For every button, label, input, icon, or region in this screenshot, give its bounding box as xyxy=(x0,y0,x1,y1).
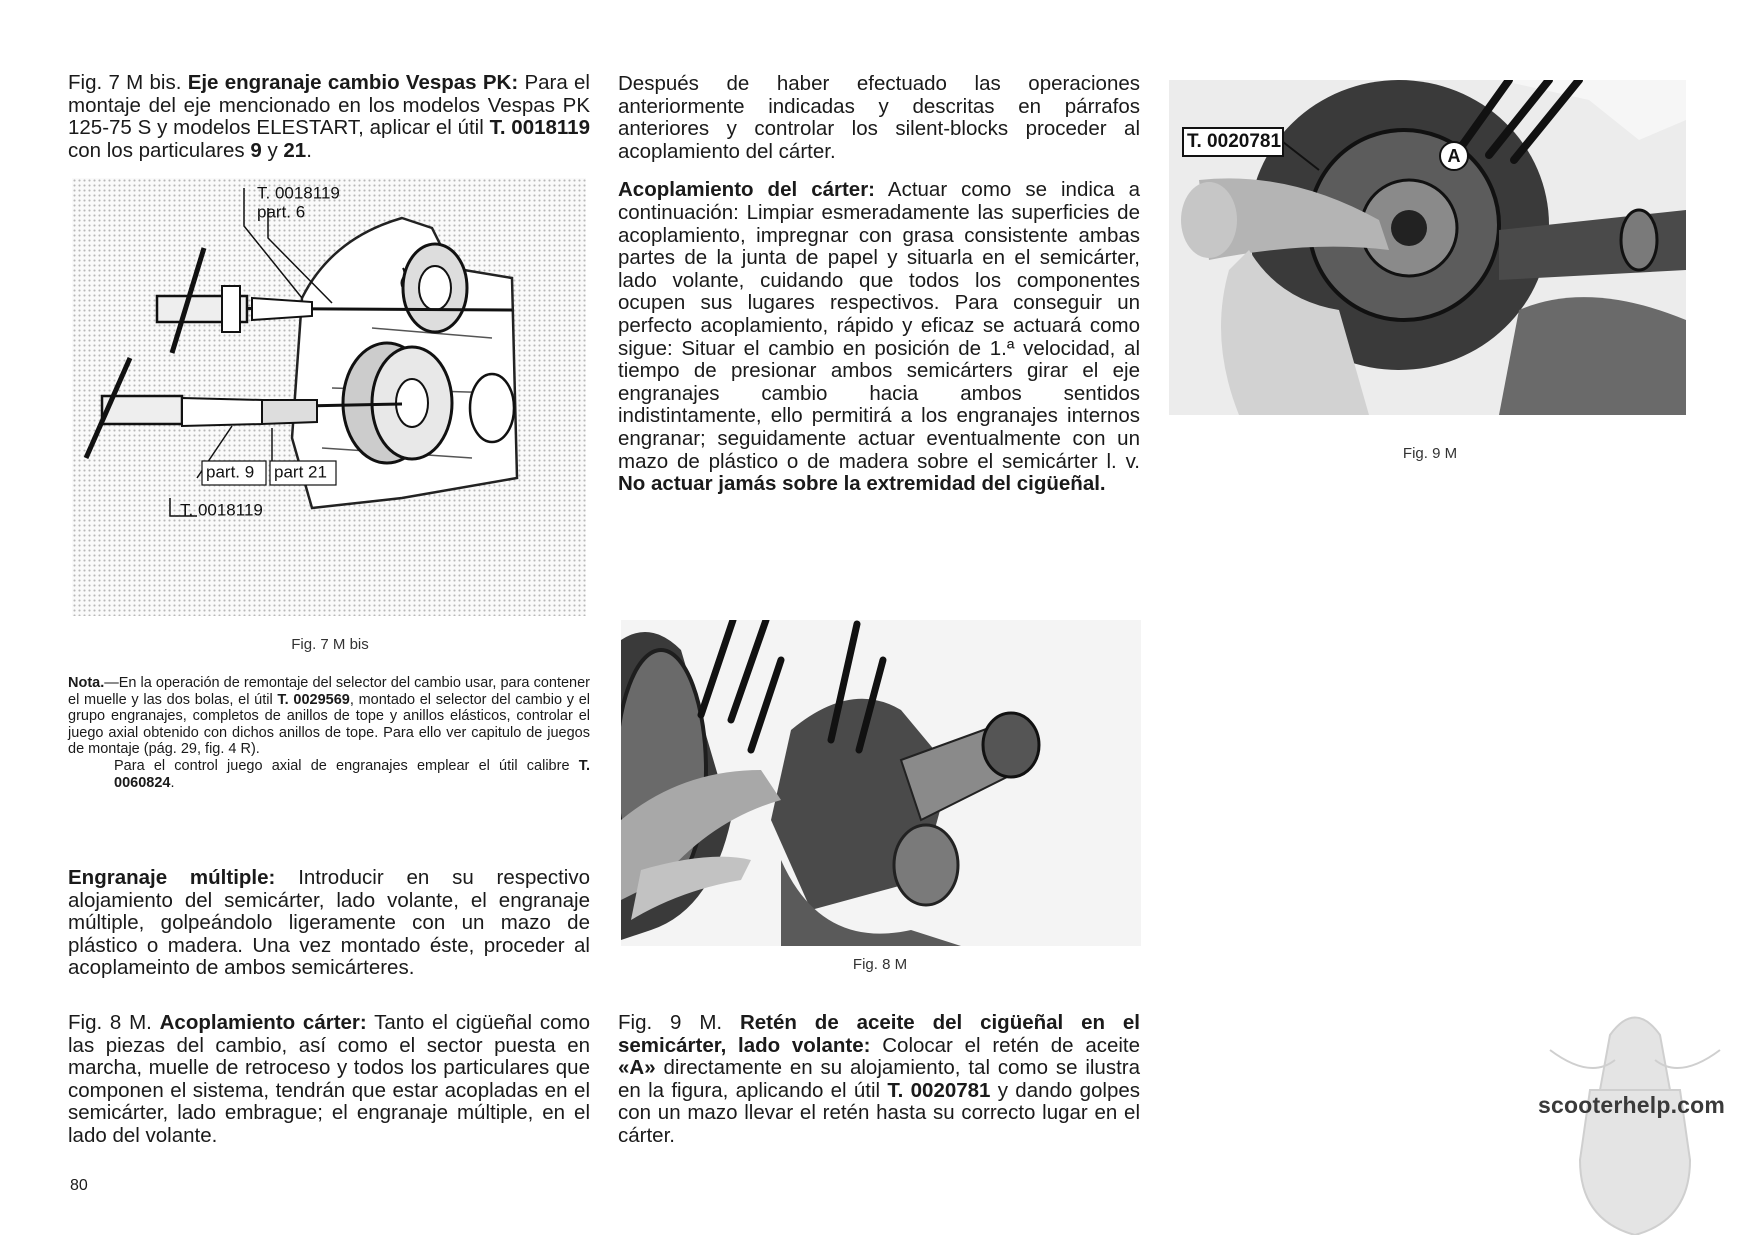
note-text: , montado el selector del cambio y el grupo engranajes, completos de anillos de tope y anillos elásticos, controlar el juego axial obtenido con dichos anillos de tope. Para ello ver capitulo de juegos de montaje (pág. 29, fig. 4 R). xyxy=(68,691,590,758)
paragraph-text: Colocar el retén de aceite xyxy=(882,1033,1141,1057)
figure-reference: Fig. 9 M. xyxy=(618,1011,723,1034)
oil-seal-installation-photo xyxy=(1169,80,1686,415)
label-tool-t0020781: T. 0020781 xyxy=(1187,131,1282,153)
paragraph-text: con los particulares xyxy=(68,138,245,162)
paragraph-text: directamente en su alojamiento, tal como se ilustra en la figura, aplicando el útil xyxy=(618,1056,1141,1102)
paragraph-acoplamiento-del-carter xyxy=(618,179,1140,495)
paragraph-text: y xyxy=(267,138,278,162)
note-paragraph-2 xyxy=(114,758,590,791)
middle-column-bottom xyxy=(618,1012,1140,1164)
figure-caption-7m-bis: Fig. 7 M bis xyxy=(291,636,369,653)
label-tool-bottom: T. 0018119 xyxy=(180,500,263,520)
figure-9m-photo xyxy=(1169,80,1686,415)
paragraph-engranaje-multiple xyxy=(68,867,590,980)
left-column-bottom xyxy=(68,1012,590,1164)
paragraph-fig7m-bis xyxy=(68,72,590,162)
label-marker-a: A xyxy=(1447,146,1461,167)
tool-code: T. 0060824 xyxy=(114,757,590,791)
tool-code: T. 0018119 xyxy=(489,116,590,140)
paragraph-text: Para el montaje del eje mencionado en los modelos Vespas PK 125-75 S y modelos ELESTART, aplicar el útil xyxy=(68,71,590,140)
note-label: Nota. xyxy=(68,675,105,691)
figure-8m-photo xyxy=(621,620,1141,946)
note-text: Para el control juego axial de engranajes emplear el útil calibre xyxy=(114,757,570,774)
middle-column xyxy=(618,73,1140,512)
page-number: 80 xyxy=(70,1177,88,1194)
paragraph-text: Tanto el cigüeñal como las piezas del cambio, así como el sector puesta en marcha, muelle de retroceso y todos los particulares que componen el sistema, tendrán que estar acopladas en el semicárter, lado embrague; el engranaje múltiple, en el lado del volante. xyxy=(68,1011,590,1147)
section-title: Acoplamiento cárter: xyxy=(159,1011,367,1034)
figure-reference: Fig. 7 M bis. xyxy=(68,71,182,94)
paragraph-acoplamiento-carter xyxy=(68,1012,590,1148)
section-title: Engranaje múltiple: xyxy=(68,866,276,889)
section-title: Acoplamiento del cárter: xyxy=(618,178,876,202)
tool-code: T. 0029569 xyxy=(277,691,350,708)
gearbox-tool-illustration xyxy=(72,178,586,616)
watermark-text: scooterhelp.com xyxy=(1538,1092,1726,1118)
paragraph-text: Después de haber efectuado las operaciones anteriormente indicadas y descritas en párrafos anteriores y controlar los silent-blocks proceder al acoplamiento del cárter. xyxy=(618,72,1140,163)
paragraph-text: . xyxy=(306,138,312,162)
label-part-9: part. 9 xyxy=(206,462,255,482)
figure-reference: Fig. 8 M. xyxy=(68,1011,152,1034)
note-text: . xyxy=(170,774,175,791)
note-paragraph-1 xyxy=(68,675,590,758)
label-part-21: part 21 xyxy=(274,462,327,482)
label-tool-top: T. 0018119 xyxy=(257,183,340,203)
left-column-lower xyxy=(68,867,590,996)
label-part-6: part. 6 xyxy=(257,202,306,222)
paragraph-reten-aceite xyxy=(618,1012,1140,1148)
section-title: Eje engranaje cambio Vespas PK: xyxy=(187,71,519,94)
paragraph-text: Introducir en su respectivo alojamiento del semicárter, lado volante, el engranaje múltiple, golpeándolo ligeramente con un mazo de plástico o madera. Una vez montado éste, proceder al acoplameinto de ambos semicárteres. xyxy=(68,866,590,980)
marker-a: «A» xyxy=(618,1056,656,1080)
paragraph-text: Actuar como se indica a continuación: Limpiar esmeradamente las superficies de acoplamiento, impregnar con grasa consistente ambas partes de la junta de papel y situarla en el semicárter, lado volante, cuidando que todos los componentes ocupen sus lugares respectivos. Para conseguir un perfecto acoplamiento, rápido y eficaz se actuará como sigue: Situar el cambio en posición de 1.ª velocidad, al tiempo de presionar ambos semicárters girar el eje engranajes cambio hacia ambos sentidos indistintamente, ello permitirá a los engranajes internos engranar; seguidamente actuar eventualmente con un mazo de plástico o de madera sobre el semicárter l. v. xyxy=(618,178,1140,473)
figure-caption-8m: Fig. 8 M xyxy=(852,956,908,973)
crankcase-assembly-photo xyxy=(621,620,1141,946)
figure-caption-9m: Fig. 9 M xyxy=(1402,445,1458,462)
part-number: 21 xyxy=(283,138,307,162)
paragraph-intro xyxy=(618,73,1140,163)
part-number: 9 xyxy=(250,138,262,162)
note-block xyxy=(68,675,590,791)
warning-text: No actuar jamás sobre la extremidad del cigüeñal. xyxy=(618,472,1106,496)
figure-7m-bis-diagram xyxy=(72,178,586,616)
paragraph-text: y dando golpes con un mazo llevar el retén hasta su correcto lugar en el cárter. xyxy=(618,1078,1140,1147)
tool-code: T. 0020781 xyxy=(887,1078,991,1102)
left-column xyxy=(68,72,590,178)
section-title: Retén de aceite del cigüeñal en el semicárter, lado volante: xyxy=(618,1011,1140,1057)
note-text: —En la operación de remontaje del selector del cambio usar, para contener el muelle y las dos bolas, el útil xyxy=(68,675,590,708)
